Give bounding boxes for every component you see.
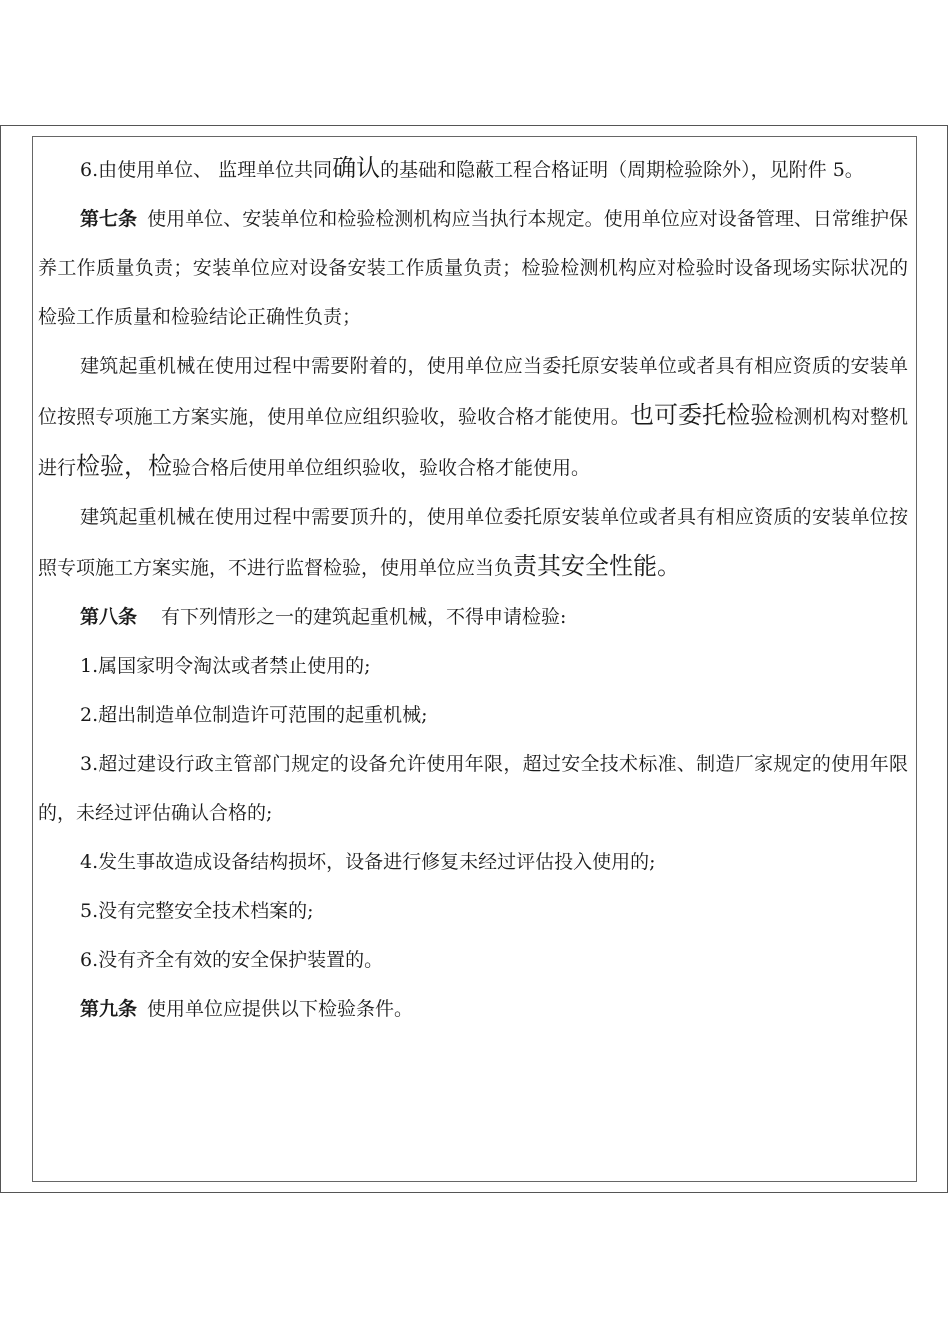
article-text: 有下列情形之一的建筑起重机械，不得申请检验: [161, 606, 567, 628]
article-text: 使用单位应提供以下检验条件。 [147, 998, 414, 1020]
text: 6.由使用单位、 监理单位共同 [80, 159, 333, 181]
emphasis-text: 责其安全性能。 [513, 552, 682, 580]
paragraph-item-6 [38, 144, 908, 195]
emphasis-text: 检验，检 [76, 452, 173, 480]
list-item: 2.超出制造单位制造许可范围的起重机械; [80, 704, 428, 726]
paragraph-attachment [38, 342, 908, 493]
article-title: 第七条 [80, 208, 138, 230]
article-7 [38, 195, 908, 342]
text: 验合格后使用单位组织验收，验收合格才能使用。 [172, 457, 591, 479]
list-item: 4.发生事故造成设备结构损坏，设备进行修复未经过评估投入使用的; [80, 851, 656, 873]
text: 建筑起重机械在使用过程中需要顶升的，使用单位委托原安装单位或者具有相应资质的安装单位按照专项施工方案实施，不进行监督检验，使用单位应当负 [38, 506, 908, 579]
article-9 [38, 985, 908, 1034]
article-title: 第九条 [80, 998, 138, 1020]
list-item: 5.没有完整安全技术档案的; [80, 900, 314, 922]
text: 检测机构对整机进行 [38, 406, 908, 479]
article-title: 第八条 [80, 606, 138, 628]
paragraph-jacking [38, 493, 908, 593]
article-text: 使用单位、安装单位和检验检测机构应当执行本规定。使用单位应对设备管理、日常维护保养工作质量负责；安装单位应对设备安装工作质量负责；检验检测机构应对检验时设备现场实际状况的检验工作质量和检验结论正确性负责； [38, 208, 908, 328]
list-item: 6.没有齐全有效的安全保护装置的。 [80, 949, 384, 971]
list-item: 3.超过建设行政主管部门规定的设备允许使用年限，超过安全技术标准、制造厂家规定的使用年限的，未经过评估确认合格的; [38, 753, 908, 824]
text: 的基础和隐蔽工程合格证明（周期检验除外），见附件 5。 [380, 159, 864, 181]
list-item: 1.属国家明令淘汰或者禁止使用的; [80, 655, 371, 677]
text: 建筑起重机械在使用过程中需要附着的，使用单位应当委托原安装单位或者具有相应资质的安装单位按照专项施工方案实施，使用单位应组织验收，验收合格才能使用。 [38, 355, 908, 428]
emphasis-text: 也可委托检验 [629, 401, 775, 429]
article-8 [38, 593, 908, 642]
document-body [38, 144, 908, 1034]
emphasis-text: 确认 [332, 154, 381, 182]
